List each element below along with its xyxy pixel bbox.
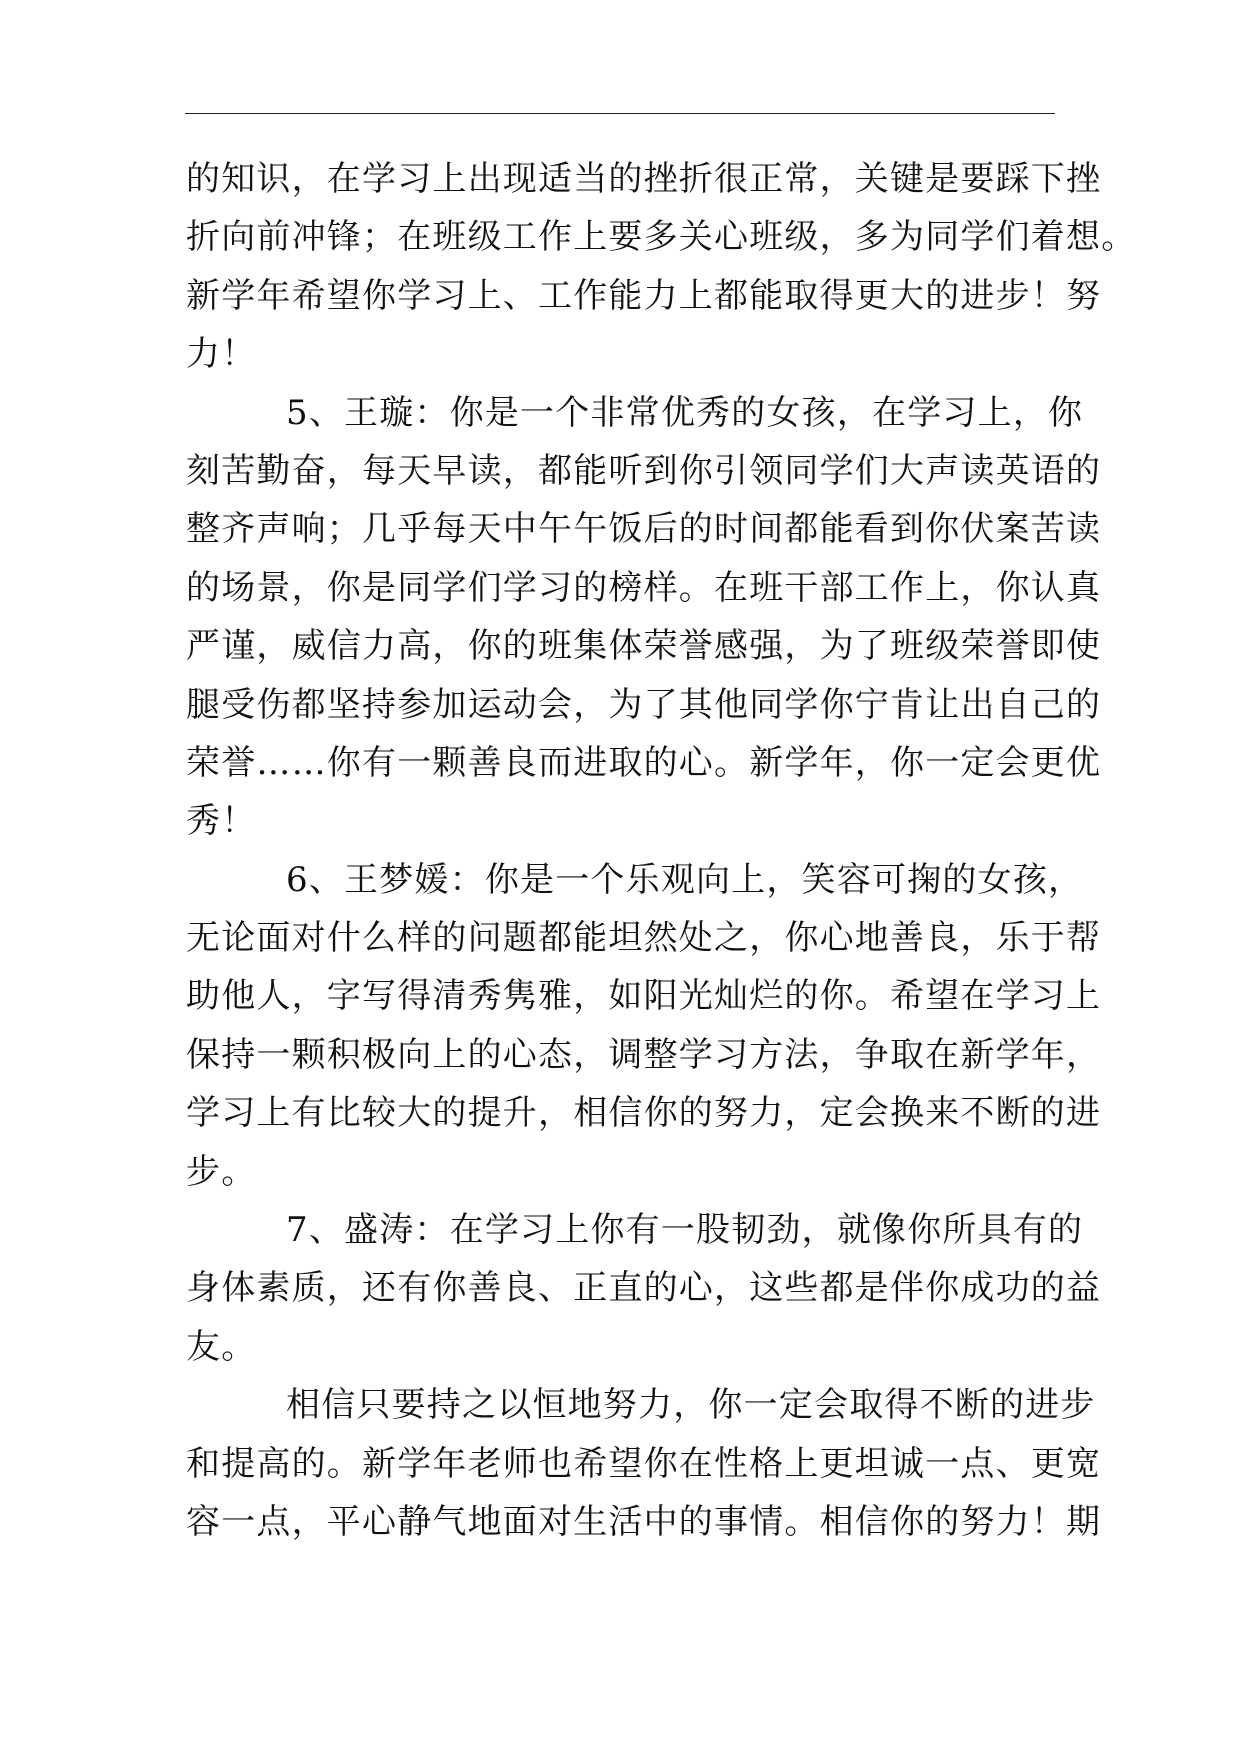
text-line: 折向前冲锋；在班级工作上要多关心班级，多为同学们着想。 xyxy=(186,217,1137,258)
text-line: 身体素质，还有你善良、正直的心，这些都是伴你成功的益 xyxy=(186,1268,1102,1309)
text-line: 友。 xyxy=(186,1326,257,1367)
text-line: 的知识，在学习上出现适当的挫折很正常，关键是要踩下挫 xyxy=(186,159,1102,199)
text-line: 无论面对什么样的问题都能坦然处之，你心地善良，乐于帮 xyxy=(186,918,1102,959)
text-line: 学习上有比较大的提升，相信你的努力，定会换来不断的进 xyxy=(186,1093,1102,1134)
text-line: 力！ xyxy=(186,334,257,375)
text-line: 的场景，你是同学们学习的榜样。在班干部工作上，你认真 xyxy=(186,567,1102,608)
paragraph-first-line: 相信只要持之以恒地努力，你一定会取得不断的进步 xyxy=(286,1385,1096,1426)
text-line: 容一点，平心静气地面对生活中的事情。相信你的努力！期 xyxy=(186,1501,1102,1542)
text-line: 和提高的。新学年老师也希望你在性格上更坦诚一点、更宽 xyxy=(186,1443,1102,1484)
text-line: 助他人，字写得清秀隽雅，如阳光灿烂的你。希望在学习上 xyxy=(186,976,1102,1017)
paragraph-first-line: 6、王梦媛：你是一个乐观向上，笑容可掬的女孩， xyxy=(286,859,1084,900)
document-body xyxy=(186,150,1137,1551)
header-rule xyxy=(185,113,1055,114)
paragraph-first-line: 5、王璇：你是一个非常优秀的女孩，在学习上，你 xyxy=(286,392,1084,433)
text-line: 新学年希望你学习上、工作能力上都能取得更大的进步！努 xyxy=(186,275,1102,316)
text-line: 荣誉……你有一颗善良而进取的心。新学年，你一定会更优 xyxy=(186,742,1102,783)
text-line: 腿受伤都坚持参加运动会，为了其他同学你宁肯让出自己的 xyxy=(186,684,1102,725)
paragraph-first-line: 7、盛涛：在学习上你有一股韧劲，就像你所具有的 xyxy=(286,1210,1084,1251)
text-line: 严谨，威信力高，你的班集体荣誉感强，为了班级荣誉即使 xyxy=(186,626,1102,667)
text-line: 保持一颗积极向上的心态，调整学习方法，争取在新学年， xyxy=(186,1034,1102,1075)
text-line: 整齐声响；几乎每天中午午饭后的时间都能看到你伏案苦读 xyxy=(186,509,1102,550)
text-line: 刻苦勤奋，每天早读，都能听到你引领同学们大声读英语的 xyxy=(186,450,1102,491)
text-line: 步。 xyxy=(186,1151,257,1192)
text-line: 秀！ xyxy=(186,801,257,842)
